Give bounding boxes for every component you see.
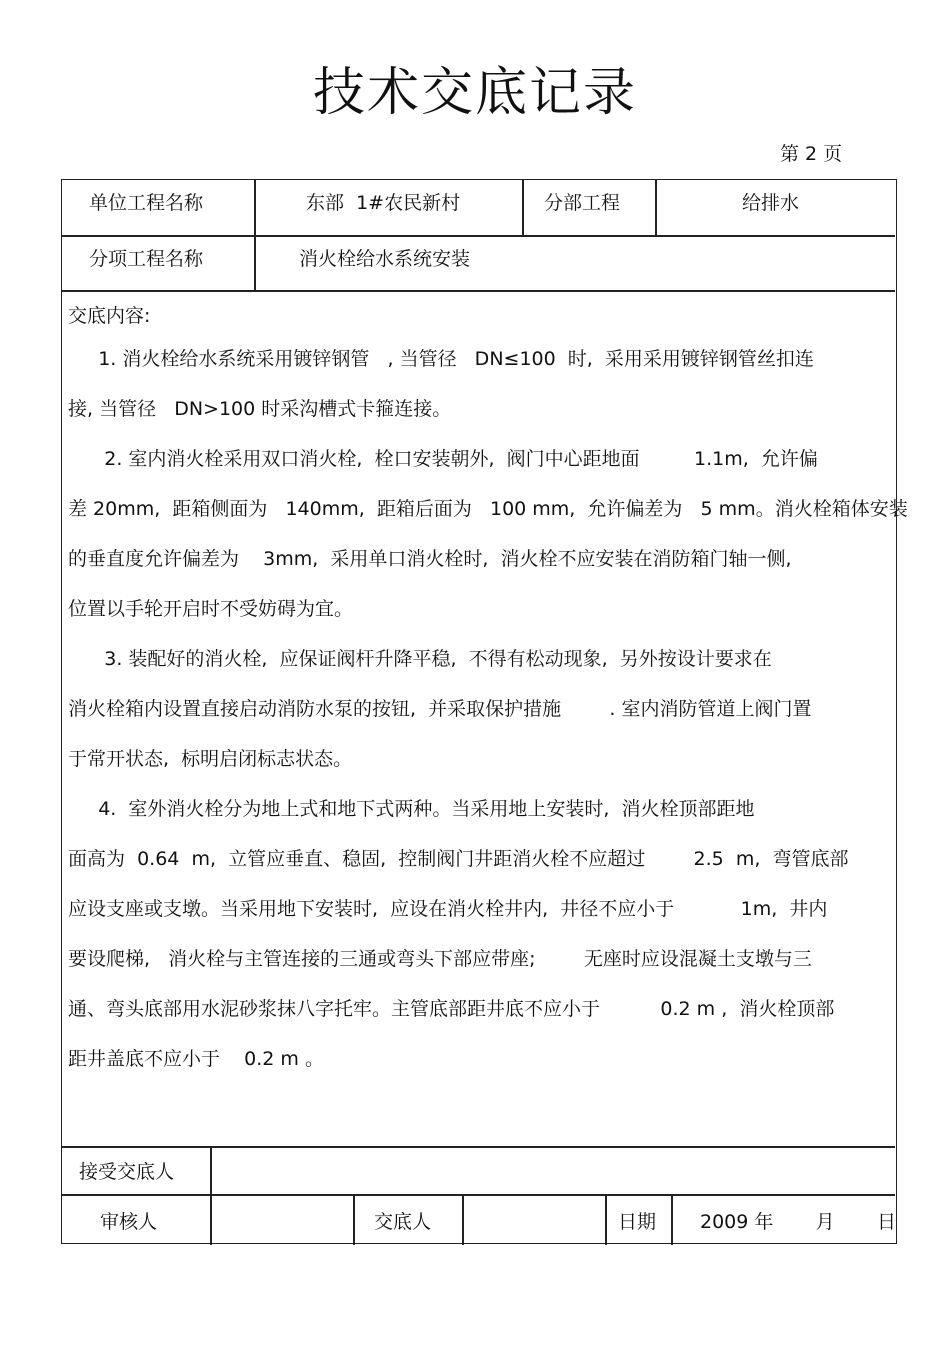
document-title: 技术交底记录 xyxy=(312,63,637,123)
content-line: 面高为 0.64 m, 立管应垂直、稳固, 控制阀门井距消火栓不应超过 2.5 m, 弯管底部 xyxy=(68,848,849,870)
column-divider xyxy=(605,1194,607,1245)
row-divider xyxy=(62,1194,895,1196)
date-value: 2009 年 月 日 xyxy=(700,1211,896,1233)
content-line: 于常开状态, 标明启闭标志状态。 xyxy=(68,748,353,770)
column-divider xyxy=(462,1194,464,1245)
presenter-label: 交底人 xyxy=(374,1211,432,1233)
content-line: 要设爬梯, 消火栓与主管连接的三通或弯头下部应带座; 无座时应设混凝土支墩与三 xyxy=(68,948,812,970)
row-divider xyxy=(62,290,895,292)
column-divider xyxy=(353,1194,355,1245)
unit-project-value: 东部 1#农民新村 xyxy=(306,192,461,214)
content-line: 消火栓箱内设置直接启动消防水泵的按钮, 并采取保护措施 . 室内消防管道上阀门置 xyxy=(68,698,812,720)
sub-item-value: 消火栓给水系统安装 xyxy=(299,248,471,270)
reviewer-label: 审核人 xyxy=(100,1211,158,1233)
column-divider xyxy=(210,1146,212,1245)
content-heading: 交底内容: xyxy=(68,305,151,327)
sub-item-label: 分项工程名称 xyxy=(89,248,204,270)
content-line: 应设支座或支墩。当采用地下安装时, 应设在消火栓井内, 井径不应小于 1m, 井内 xyxy=(68,898,828,920)
content-line: 3. 装配好的消火栓, 应保证阀杆升降平稳, 不得有松动现象, 另外按设计要求在 xyxy=(68,648,772,670)
column-divider xyxy=(671,1194,673,1245)
content-line: 差 20mm, 距箱侧面为 140mm, 距箱后面为 100 mm, 允许偏差为 5 mm。消火栓箱体安装 xyxy=(68,498,908,520)
content-line: 接, 当管径 DN>100 时采沟槽式卡箍连接。 xyxy=(68,398,452,420)
date-label: 日期 xyxy=(618,1211,657,1233)
receiver-label: 接受交底人 xyxy=(79,1161,175,1183)
unit-project-label: 单位工程名称 xyxy=(89,192,204,214)
content-line: 的垂直度允许偏差为 3mm, 采用单口消火栓时, 消火栓不应安装在消防箱门轴一侧, xyxy=(68,548,792,570)
row-divider xyxy=(62,235,895,237)
page-number: 第 2 页 xyxy=(780,143,843,165)
content-line: 通、弯头底部用水泥砂浆抹八字托牢。主管底部距井底不应小于 0.2 m , 消火栓顶部 xyxy=(68,998,835,1020)
sub-division-value: 给排水 xyxy=(742,192,800,214)
content-line: 距井盖底不应小于 0.2 m 。 xyxy=(68,1048,324,1070)
content-line: 2. 室内消火栓采用双口消火栓, 栓口安装朝外, 阀门中心距地面 1.1m, 允许偏 xyxy=(68,448,818,470)
content-line: 位置以手轮开启时不受妨碍为宜。 xyxy=(68,598,354,620)
content-line: 4. 室外消火栓分为地上式和地下式两种。当采用地上安装时, 消火栓顶部距地 xyxy=(68,798,755,820)
record-table xyxy=(61,179,908,1244)
column-divider xyxy=(254,180,256,290)
column-divider xyxy=(522,180,524,235)
sub-division-label: 分部工程 xyxy=(544,192,621,214)
column-divider xyxy=(655,180,657,235)
content-line: 1. 消火栓给水系统采用镀锌钢管 , 当管径 DN≤100 时, 采用采用镀锌钢管丝扣连 xyxy=(68,348,814,370)
briefing-content xyxy=(68,298,908,1084)
row-divider xyxy=(62,1146,895,1148)
